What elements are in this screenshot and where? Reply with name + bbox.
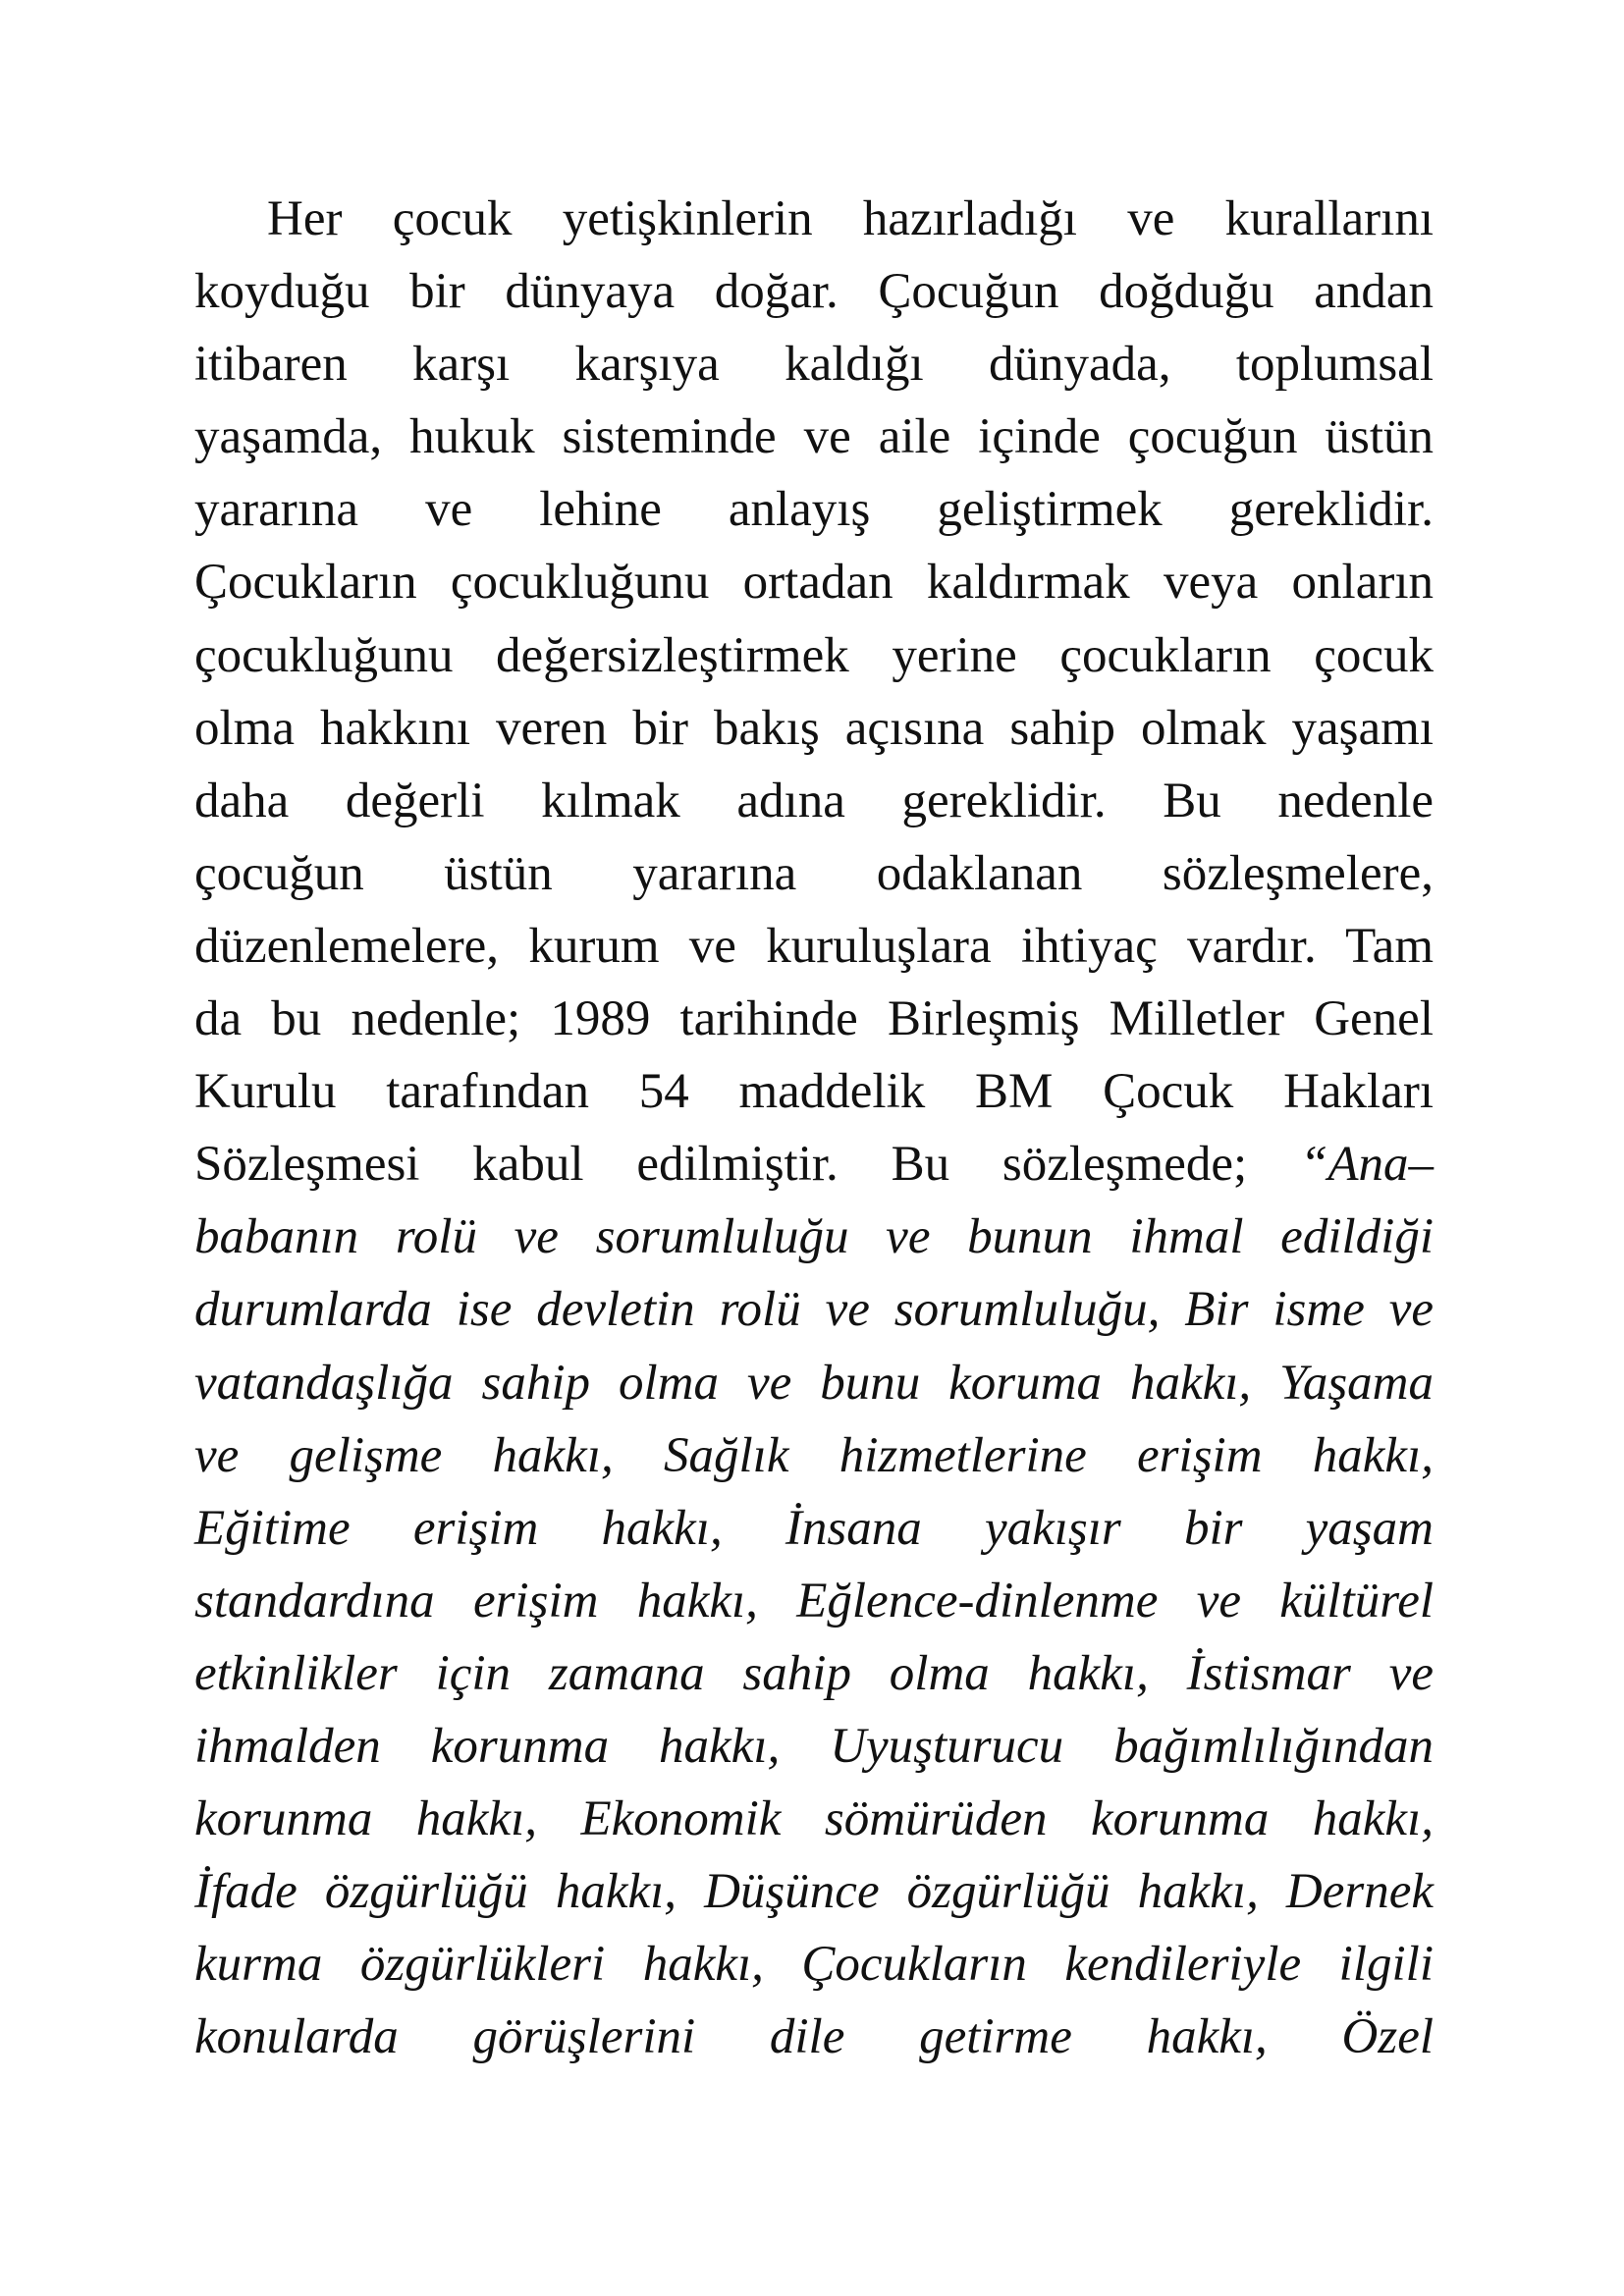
- body-paragraph: [194, 183, 1434, 2073]
- text-line: daha değerli kılmak adına gereklidir. Bu nedenle: [194, 773, 1434, 828]
- text-line-regular-part: Sözleşmesi kabul edilmiştir. Bu sözleşmede;: [194, 1137, 1248, 1193]
- text-line-italic: vatandaşlığa sahip olma ve bunu koruma hakkı, Yaşama: [194, 1355, 1434, 1411]
- text-line-italic: konularda görüşlerini dile getirme hakkı, Özel: [194, 2009, 1434, 2065]
- text-line-mixed: [194, 1128, 1434, 1201]
- text-line: itibaren karşı karşıya kaldığı dünyada, toplumsal: [194, 337, 1434, 393]
- text-line: olma hakkını veren bir bakış açısına sahip olmak yaşamı: [194, 700, 1434, 756]
- text-line: Her çocuk yetişkinlerin hazırladığı ve kurallarını: [267, 191, 1434, 246]
- text-line: da bu nedenle; 1989 tarihinde Birleşmiş Milletler Genel: [194, 991, 1434, 1047]
- text-line-italic: ihmalden korunma hakkı, Uyuşturucu bağımlılığından: [194, 1718, 1434, 1774]
- text-line-italic: babanın rolü ve sorumluluğu ve bunun ihmal edildiği: [194, 1209, 1434, 1265]
- quote-opening: “Ana–: [1299, 1137, 1435, 1193]
- text-line-italic: Eğitime erişim hakkı, İnsana yakışır bir yaşam: [194, 1500, 1434, 1556]
- text-line-italic: İfade özgürlüğü hakkı, Düşünce özgürlüğü hakkı, Dernek: [194, 1864, 1434, 1920]
- text-line-italic: ve gelişme hakkı, Sağlık hizmetlerine erişim hakkı,: [194, 1427, 1434, 1483]
- text-line-italic: durumlarda ise devletin rolü ve sorumluluğu, Bir isme ve: [194, 1282, 1434, 1338]
- text-line: yararına ve lehine anlayış geliştirmek gereklidir.: [194, 482, 1434, 538]
- text-line: koyduğu bir dünyaya doğar. Çocuğun doğduğu andan: [194, 264, 1434, 320]
- text-line-italic: standardına erişim hakkı, Eğlence-dinlenme ve kültürel: [194, 1573, 1434, 1629]
- text-line: yaşamda, hukuk sisteminde ve aile içinde çocuğun üstün: [194, 409, 1434, 465]
- text-line: Çocukların çocukluğunu ortadan kaldırmak veya onların: [194, 555, 1434, 611]
- text-line-italic: etkinlikler için zamana sahip olma hakkı, İstismar ve: [194, 1645, 1434, 1701]
- text-line-italic: korunma hakkı, Ekonomik sömürüden korunma hakkı,: [194, 1791, 1434, 1847]
- text-line: çocukluğunu değersizleştirmek yerine çocukların çocuk: [194, 627, 1434, 683]
- text-line: düzenlemelere, kurum ve kuruluşlara ihtiyaç vardır. Tam: [194, 918, 1434, 974]
- text-line: çocuğun üstün yararına odaklanan sözleşmelere,: [194, 845, 1434, 901]
- text-line: Kurulu tarafından 54 maddelik BM Çocuk Hakları: [194, 1064, 1434, 1120]
- text-line-italic: kurma özgürlükleri hakkı, Çocukların kendileriyle ilgili: [194, 1937, 1434, 1993]
